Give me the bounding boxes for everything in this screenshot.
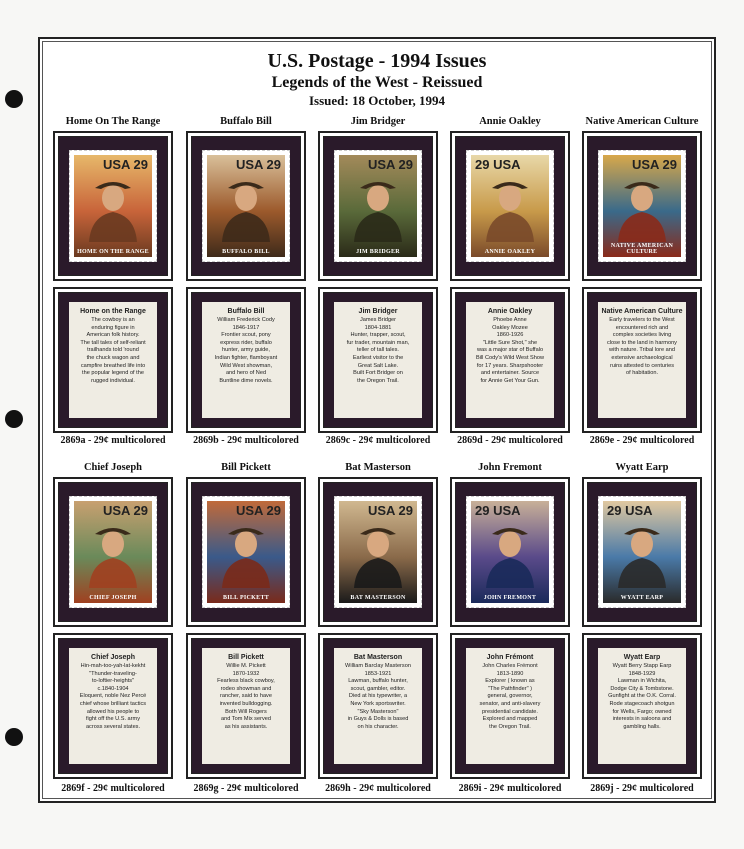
description-line: interests in saloons and [612,716,672,723]
description-card [202,648,290,764]
stamp-artwork [603,155,681,257]
stamp-mount[interactable] [186,477,306,627]
description-title: Native American Culture [601,308,683,315]
stamp-mount[interactable] [53,131,173,281]
description-line: ruins attested to centuries [609,362,675,369]
portrait-figure-icon [482,170,538,247]
stamp-mount-inner [323,136,433,276]
description-line: for Wells, Fargo; owned [612,708,672,715]
description-line: chief whose brilliant tactics [79,700,147,707]
catalog-caption: 2869a - 29¢ multicolored [60,435,166,446]
stamp-artwork [207,155,285,257]
description-line: Bill Cody's Wild West Show [475,354,545,361]
description-line: Wild West showman, [219,362,273,369]
description-mount [186,287,306,433]
stamp-image[interactable] [202,150,290,262]
stamp-name-label: JOHN FREMONT [483,595,537,601]
description-line: 1853-1921 [364,670,392,677]
description-line: Fearless black cowboy, [217,678,275,685]
stamp-mount[interactable] [318,131,438,281]
stamp-artwork [471,155,549,257]
description-line: 1870-1932 [232,670,260,677]
portrait-figure-icon [218,170,274,247]
stamp-mount[interactable] [186,131,306,281]
page-title: U.S. Postage - 1994 Issues [267,50,487,72]
description-line: to-loftier-heights" [91,678,135,685]
stamp-mount-inner [587,482,697,622]
description-line: Gunfight at the O.K. Corral. [608,693,676,700]
description-line: Earliest visitor to the [352,354,404,361]
catalog-caption: 2869j - 29¢ multicolored [590,783,694,794]
catalog-caption: 2869f - 29¢ multicolored [61,783,165,794]
description-line: in Guys & Dolls is based [347,716,409,723]
stamp-name-label: WYATT EARP [620,595,664,601]
description-card [69,302,157,418]
description-mount [582,287,702,433]
stamp-mount-inner [587,136,697,276]
stamp-mount-inner [58,136,168,276]
description-mount [450,287,570,433]
stamp-title: Jim Bridger [350,116,406,127]
description-line: 1860-1926 [496,332,524,339]
description-line: fight off the U.S. army [86,716,140,723]
description-line: Built Fort Bridger on [353,370,403,377]
stamp-title: John Fremont [478,462,542,473]
stamp-image[interactable] [69,496,157,608]
stamp-name-label: BILL PICKETT [222,595,270,601]
stamp-denomination: 29 USA [607,503,653,518]
portrait-figure-icon [85,170,141,247]
description-card [466,648,554,764]
description-mount [582,633,702,779]
description-card [598,648,686,764]
description-line: Phoebe Anne [493,317,527,323]
description-line: Dodge City & Tombstone. [610,685,674,692]
stamp-denomination: USA 29 [367,157,413,172]
description-line: across several states. [85,723,141,730]
description-title: John Frémont [486,654,534,661]
stamp-image[interactable] [69,150,157,262]
stamp-mount[interactable] [450,477,570,627]
catalog-caption: 2869h - 29¢ multicolored [325,783,431,794]
description-card [598,302,686,418]
stamp-mount-inner [191,136,301,276]
stamp-denomination: USA 29 [102,503,148,518]
stamp-mount-inner [323,482,433,622]
stamp-artwork [74,155,152,257]
description-title: Jim Bridger [358,308,398,315]
description-line: Buntline dime novels. [219,377,273,384]
catalog-caption: 2869i - 29¢ multicolored [458,783,562,794]
description-line: Died at his typewriter, a [348,693,408,700]
description-line: encountered rich and [615,324,669,331]
stamp-name-label: JIM BRIDGER [356,249,400,255]
description-line: Eloquent, noble Nez Percé [79,693,147,700]
stamp-artwork [207,501,285,603]
stamp-denomination: USA 29 [235,157,281,172]
description-mount [186,633,306,779]
stamp-mount[interactable] [582,477,702,627]
description-mount-inner [587,638,697,774]
description-line: "Sky Masterson" [357,708,399,715]
description-card [334,302,422,418]
stamp-image[interactable] [202,496,290,608]
description-title: Bat Masterson [353,654,403,661]
description-line: John Charles Frémont [482,663,538,669]
description-line: William Barclay Masterson [345,663,411,669]
description-line: American folk history. [86,332,140,339]
description-line: New York sportswriter. [350,700,406,707]
stamp-image[interactable] [334,150,422,262]
stamp-title: Wyatt Earp [615,462,669,473]
stamp-artwork [339,501,417,603]
description-line: Frontier scout, pony [221,332,271,339]
stamp-mount[interactable] [450,131,570,281]
description-line: Early travelers to the West [609,317,675,323]
description-line: invented bulldogging. [219,700,273,707]
stamp-title: Native American Culture [585,116,699,127]
description-line: c.1840-1904 [97,685,129,692]
description-line: Willie M. Pickett [226,663,266,669]
stamp-name-label: ANNIE OAKLEY [484,249,536,255]
description-line: presidential candidate. [482,708,538,715]
description-mount-inner [191,638,301,774]
description-line: 1848-1929 [628,670,656,677]
description-mount-inner [191,292,301,428]
description-line: Oakley Mozee [492,324,528,331]
description-line: William Frederick Cody [217,317,275,323]
description-mount-inner [323,292,433,428]
description-line: hunter, army guide, [222,347,270,354]
page-header [42,50,712,109]
description-title: Buffalo Bill [227,308,265,315]
stamp-title: Home On The Range [65,116,161,127]
binder-hole-top [5,90,23,108]
description-line: Lawman, buffalo hunter, [348,678,408,685]
description-line: complex societies living [612,332,672,339]
description-mount-inner [587,292,697,428]
description-line: and entertainer. Source [480,370,540,377]
stamp-denomination: USA 29 [367,503,413,518]
stamp-denomination: 29 USA [475,157,521,172]
description-mount [318,287,438,433]
description-line: on his character. [357,723,399,730]
description-line: close to the land in harmony [607,339,677,346]
portrait-figure-icon [350,516,406,593]
portrait-figure-icon [218,516,274,593]
description-line: as his assistants. [224,723,268,730]
stamp-image[interactable] [466,150,554,262]
description-line: enduring figure in [91,324,135,331]
stamp-artwork [603,501,681,603]
stamp-name-label: CHIEF JOSEPH [89,595,137,601]
description-line: The cowboy is an [91,317,135,323]
description-line: campfire breathed life into [80,362,146,369]
portrait-figure-icon [85,516,141,593]
stamp-name-label: HOME ON THE RANGE [77,249,149,255]
description-title: Annie Oakley [487,308,533,315]
stamp-mount[interactable] [53,477,173,627]
stamp-mount-inner [58,482,168,622]
description-line: Lawman in Wichita, [617,678,667,685]
stamp-name-label: NATIVE AMERICAN CULTURE [610,243,674,255]
stamp-title: Annie Oakley [479,116,541,127]
description-line: rancher, said to have [220,693,272,700]
description-line: allowed his people to [86,708,140,715]
stamp-title: Buffalo Bill [220,116,272,127]
description-title: Wyatt Earp [623,654,661,661]
description-line: and Tom Mix served [221,716,271,723]
description-line: trailhands told 'round [87,347,139,354]
stamp-mount-inner [455,136,565,276]
description-mount [450,633,570,779]
description-line: rodeo showman and [220,685,272,692]
portrait-figure-icon [482,516,538,593]
stamp-denomination: USA 29 [102,157,148,172]
stamp-title: Bat Masterson [345,462,411,473]
stamp-mount[interactable] [582,131,702,281]
description-mount-inner [455,638,565,774]
stamp-name-label: BUFFALO BILL [222,249,270,255]
description-line: senator, and anti-slavery [479,700,541,707]
catalog-caption: 2869d - 29¢ multicolored [457,435,563,446]
description-card [69,648,157,764]
stamp-denomination: USA 29 [631,157,677,172]
description-mount-inner [58,292,168,428]
portrait-figure-icon [350,170,406,247]
binder-hole-bottom [5,728,23,746]
stamp-artwork [74,501,152,603]
description-line: the popular legend of the [82,370,144,377]
stamp-artwork [339,155,417,257]
portrait-figure-icon [614,516,670,593]
description-title: Bill Pickett [228,654,264,661]
description-title: Home on the Range [80,308,146,315]
description-mount-inner [455,292,565,428]
description-line: with nature. Tribal lore and [609,347,675,354]
description-line: of habitation. [625,370,659,377]
description-line: Rode stagecoach shotgun [609,700,675,707]
description-line: Great Salt Lake. [357,362,399,369]
description-mount-inner [323,638,433,774]
description-line: gambling halls. [623,723,661,730]
catalog-caption: 2869e - 29¢ multicolored [589,435,695,446]
description-line: general, governor, [487,693,533,700]
description-line: Wyatt Berry Stapp Earp [612,663,672,669]
description-line: the Oregon Trail. [489,723,531,730]
description-line: 1804-1881 [364,324,392,331]
description-line: "The Pathfinder" ) [487,685,533,692]
binder-hole-middle [5,410,23,428]
description-line: teller of tall tales. [357,347,399,354]
description-line: was a major star of Buffalo [476,347,544,354]
page-subtitle: Legends of the West - Reissued [271,74,483,91]
stamp-image[interactable] [466,496,554,608]
catalog-caption: 2869g - 29¢ multicolored [193,783,299,794]
stamp-denomination: 29 USA [475,503,521,518]
description-line: rugged individual. [91,377,135,384]
description-line: scout, gambler, editor. [350,685,406,692]
description-mount [53,287,173,433]
stamp-denomination: USA 29 [235,503,281,518]
description-line: the Oregon Trail. [357,377,399,384]
stamp-mount-inner [191,482,301,622]
stamp-image[interactable] [598,150,686,262]
description-line: extensive archaeological [611,354,673,361]
description-title: Chief Joseph [91,654,135,661]
description-mount [53,633,173,779]
description-line: for 17 years. Sharpshooter [476,362,544,369]
description-line: Explored and mapped [482,716,538,723]
description-line: Explorer ( known as [485,678,535,685]
stamp-title: Bill Pickett [221,462,271,473]
stamp-mount-inner [455,482,565,622]
stamp-image[interactable] [334,496,422,608]
description-line: express rider, buffalo [220,339,272,346]
stamp-title: Chief Joseph [83,462,143,473]
description-line: for Annie Get Your Gun. [480,377,540,384]
stamp-name-label: BAT MASTERSON [350,595,406,601]
description-line: Hunter, trapper, scout, [350,332,406,339]
description-line: The tall tales of self-reliant [80,339,146,346]
issue-date: Issued: 18 October, 1994 [308,93,446,108]
description-card [334,648,422,764]
description-line: the chuck wagon and [86,354,140,361]
catalog-caption: 2869b - 29¢ multicolored [193,435,299,446]
description-line: Both Will Rogers [225,708,267,715]
description-line: "Little Sure Shot," she [482,339,538,346]
portrait-figure-icon [614,170,670,247]
description-line: "Thunder-traveling- [89,670,137,677]
description-mount [318,633,438,779]
description-line: James Bridger [359,317,397,323]
description-card [202,302,290,418]
description-line: Hin-mah-too-yah-lat-kekht [80,663,146,669]
catalog-caption: 2869c - 29¢ multicolored [325,435,431,446]
stamp-image[interactable] [598,496,686,608]
description-line: 1846-1917 [232,324,260,331]
description-line: fur trader, mountain man, [346,339,410,346]
description-line: 1813-1890 [496,670,524,677]
description-card [466,302,554,418]
stamp-artwork [471,501,549,603]
description-line: and hero of Ned [225,370,267,377]
stamp-mount[interactable] [318,477,438,627]
description-line: Indian fighter, flamboyant [214,354,278,361]
description-mount-inner [58,638,168,774]
